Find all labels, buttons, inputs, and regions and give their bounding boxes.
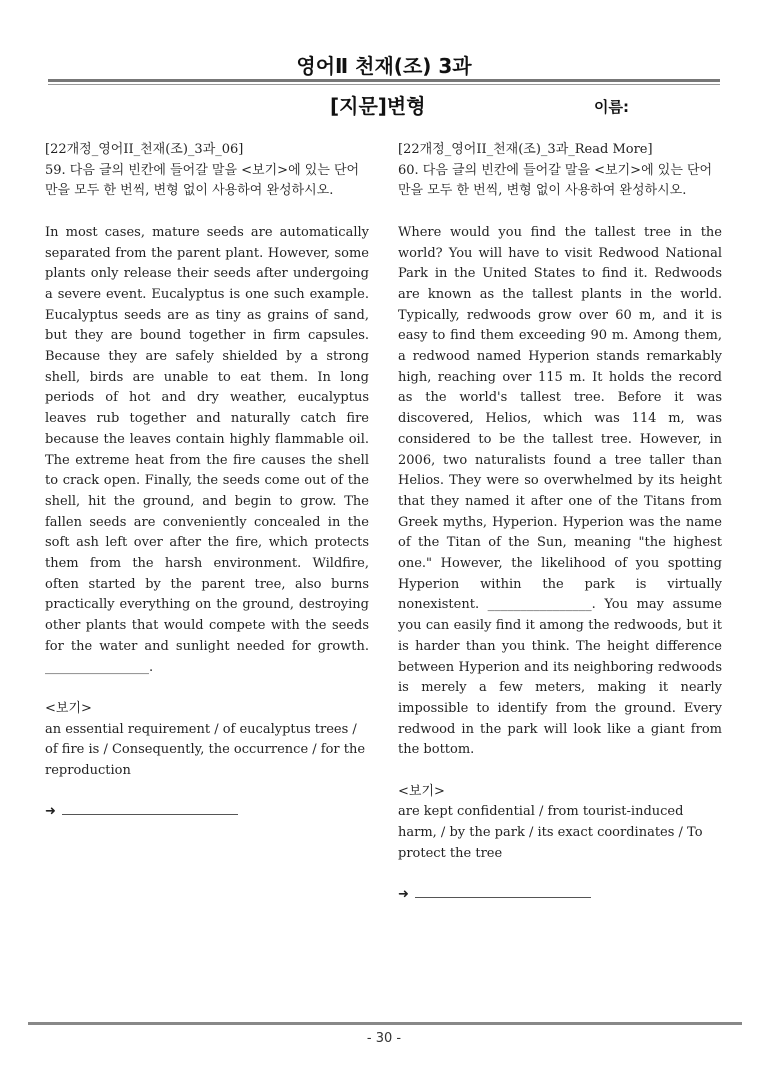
question-60-bogi-label: <보기>	[398, 783, 445, 799]
question-59-bogi: an essential requirement / of eucalyptus trees / of fire is / Consequently, the occurrence / for the reproduction	[45, 721, 366, 779]
question-60-source: [22개정_영어II_천재(조)_3과_Read More]	[398, 142, 653, 157]
question-60-prompt: 60. 다음 글의 빈칸에 들어갈 말을 <보기>에 있는 단어만을 모두 한 번씩, 변형 없이 사용하여 완성하시오.	[398, 162, 713, 199]
page-subtitle: [지문]변형	[330, 94, 426, 118]
question-59-prompt: 59. 다음 글의 빈칸에 들어갈 말을 <보기>에 있는 단어만을 모두 한 번씩, 변형 없이 사용하여 완성하시오.	[45, 162, 360, 199]
question-59-passage: In most cases, mature seeds are automatically separated from the parent plant. However, some plants only release their seeds after undergoing a severe event. Eucalyptus is one such example. Eucalyptus seeds are as tiny as grains of sand, but they are bound together in firm capsules. Because they are safely shielded by a strong shell, birds are unable to eat them. In long periods of hot and dry weather, eucalyptus leaves rub together and naturally catch fire because the leaves contain highly flammable oil. The extreme heat from the fire causes the shell to crack open. Finally, the seeds come out of the shell, hit the ground, and begin to grow. The fallen seeds are conveniently concealed in the soft ash left over after the fire, which protects them from the harsh environment. Wildfire, often started by the parent tree, also burns practically everything on the ground, destroying other plants that would compete with the seeds for the water and sunlight needed for growth. ________________.	[45, 224, 369, 675]
header-rule	[48, 79, 720, 82]
question-60-passage: Where would you find the tallest tree in the world? You will have to visit Redwood National Park in the United States to find it. Redwoods are known as the tallest plants in the world. Typically, redwoods grow over 60 m, and it is easy to find them exceeding 90 m. Among them, a redwood named Hyperion stands remarkably high, reaching over 115 m. It holds the record as the world's tallest tree. Before it was discovered, Helios, which was 114 m, was considered to be the tallest tree. However, in 2006, two naturalists found a tree taller than Helios. They were so overwhelmed by its height that they named it after one of the Titans from Greek myths, Hyperion. Hyperion was the name of the Titan of the Sun, meaning "the highest one." However, the likelihood of you spotting Hyperion within the park is virtually nonexistent. ________________. You may assume you can easily find it among the redwoods, but it is harder than you think. The height difference between Hyperion and its neighboring redwoods is merely a few meters, making it nearly impossible to identify from the ground. Every redwood in the park will look like a giant from the bottom.	[398, 224, 722, 758]
question-59-answer-line	[45, 802, 369, 823]
question-60-column	[398, 140, 722, 906]
arrow-icon: ➜	[45, 804, 56, 820]
footer-rule	[28, 1022, 742, 1025]
question-59-bogi-label: <보기>	[45, 700, 92, 716]
name-label: 이름:	[594, 98, 629, 116]
question-60-answer-line	[398, 885, 722, 906]
arrow-icon: ➜	[398, 887, 409, 903]
question-59-source: [22개정_영어II_천재(조)_3과_06]	[45, 142, 244, 157]
page-number: - 30 -	[366, 1031, 402, 1046]
question-60-bogi: are kept confidential / from tourist-induced harm, / by the park / its exact coordinates / To protect the tree	[398, 804, 703, 861]
header-rule-thin	[48, 84, 720, 85]
answer-blank	[62, 804, 238, 815]
answer-blank	[415, 887, 591, 898]
page-title: 영어Ⅱ 천재(조) 3과	[296, 54, 472, 78]
question-59-column	[45, 140, 369, 823]
